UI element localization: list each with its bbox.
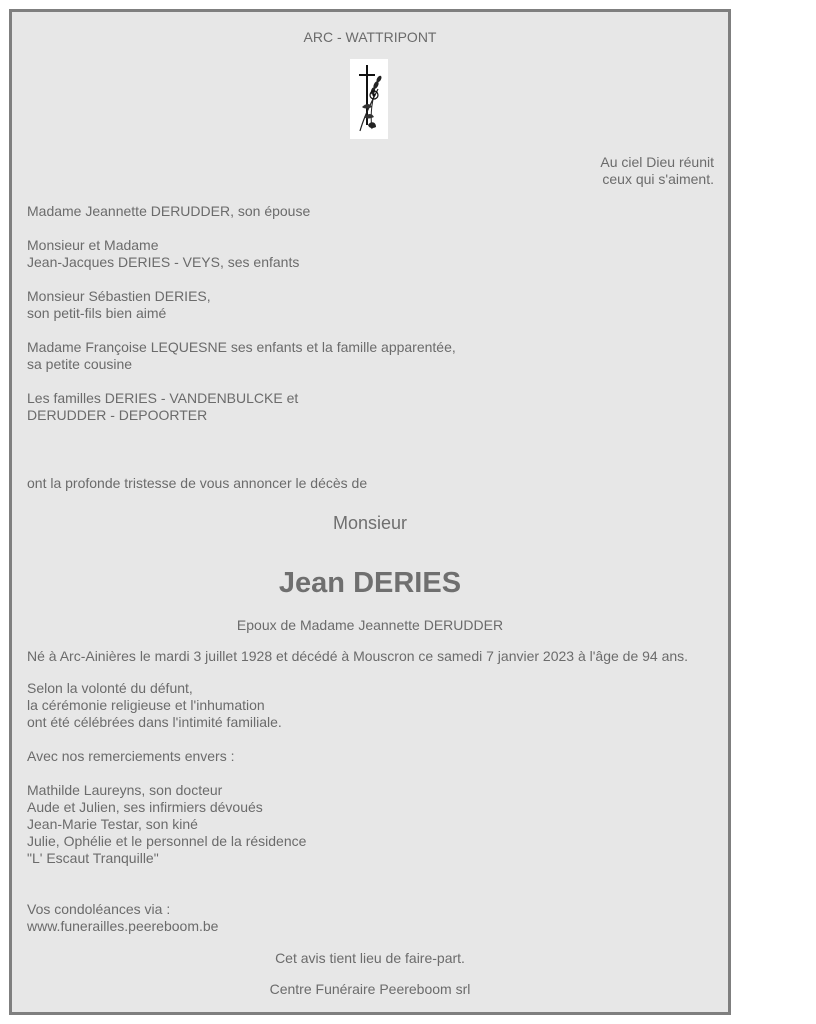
family-line: Madame Jeannette DERUDDER, son épouse [27,203,311,219]
thanks-item: Jean-Marie Testar, son kiné [27,816,198,832]
deceased-name: Jean DERIES [278,567,462,599]
spouse-line: Epoux de Madame Jeannette DERUDDER [236,617,504,633]
quote-line-2: ceux qui s'aiment. [602,171,714,187]
cross-wheat-icon [350,59,388,139]
thanks-item: Mathilde Laureyns, son docteur [27,782,223,798]
ceremony-line: la cérémonie religieuse et l'inhumation [27,697,265,713]
condolences-label: Vos condoléances via : [27,901,171,917]
ceremony-line: Selon la volonté du défunt, [27,680,193,696]
ceremony-line: ont été célébrées dans l'intimité familiale. [27,714,282,730]
announcement-text: ont la profonde tristesse de vous annoncer le décès de [27,475,368,491]
obituary-card [9,9,731,1015]
family-line: Monsieur Sébastien DERIES, [27,288,211,304]
funeral-home: Centre Funéraire Peereboom srl [269,981,471,997]
thanks-item: "L' Escaut Tranquille" [27,850,159,866]
quote-line-1: Au ciel Dieu réunit [600,154,714,170]
family-line: Monsieur et Madame [27,237,159,253]
thanks-item: Julie, Ophélie et le personnel de la résidence [27,833,307,849]
family-line: sa petite cousine [27,356,133,372]
notice-text: Cet avis tient lieu de faire-part. [275,950,465,966]
thanks-item: Aude et Julien, ses infirmiers dévoués [27,799,263,815]
family-line: DERUDDER - DEPOORTER [27,407,208,423]
family-line: Madame Françoise LEQUESNE ses enfants et la famille apparentée, [27,339,456,355]
birth-death-line: Né à Arc-Ainières le mardi 3 juillet 1928 et décédé à Mouscron ce samedi 7 janvier 2023 à l'âge de 94 ans. [27,648,689,664]
family-line: Les familles DERIES - VANDENBULCKE et [27,390,299,406]
family-line: Jean-Jacques DERIES - VEYS, ses enfants [27,254,300,270]
condolences-link[interactable]: www.funerailles.peereboom.be [27,918,219,934]
honorific: Monsieur [332,513,408,533]
family-line: son petit-fils bien aimé [27,305,167,321]
thanks-intro: Avec nos remerciements envers : [27,748,235,764]
location-heading: ARC - WATTRIPONT [303,29,437,45]
